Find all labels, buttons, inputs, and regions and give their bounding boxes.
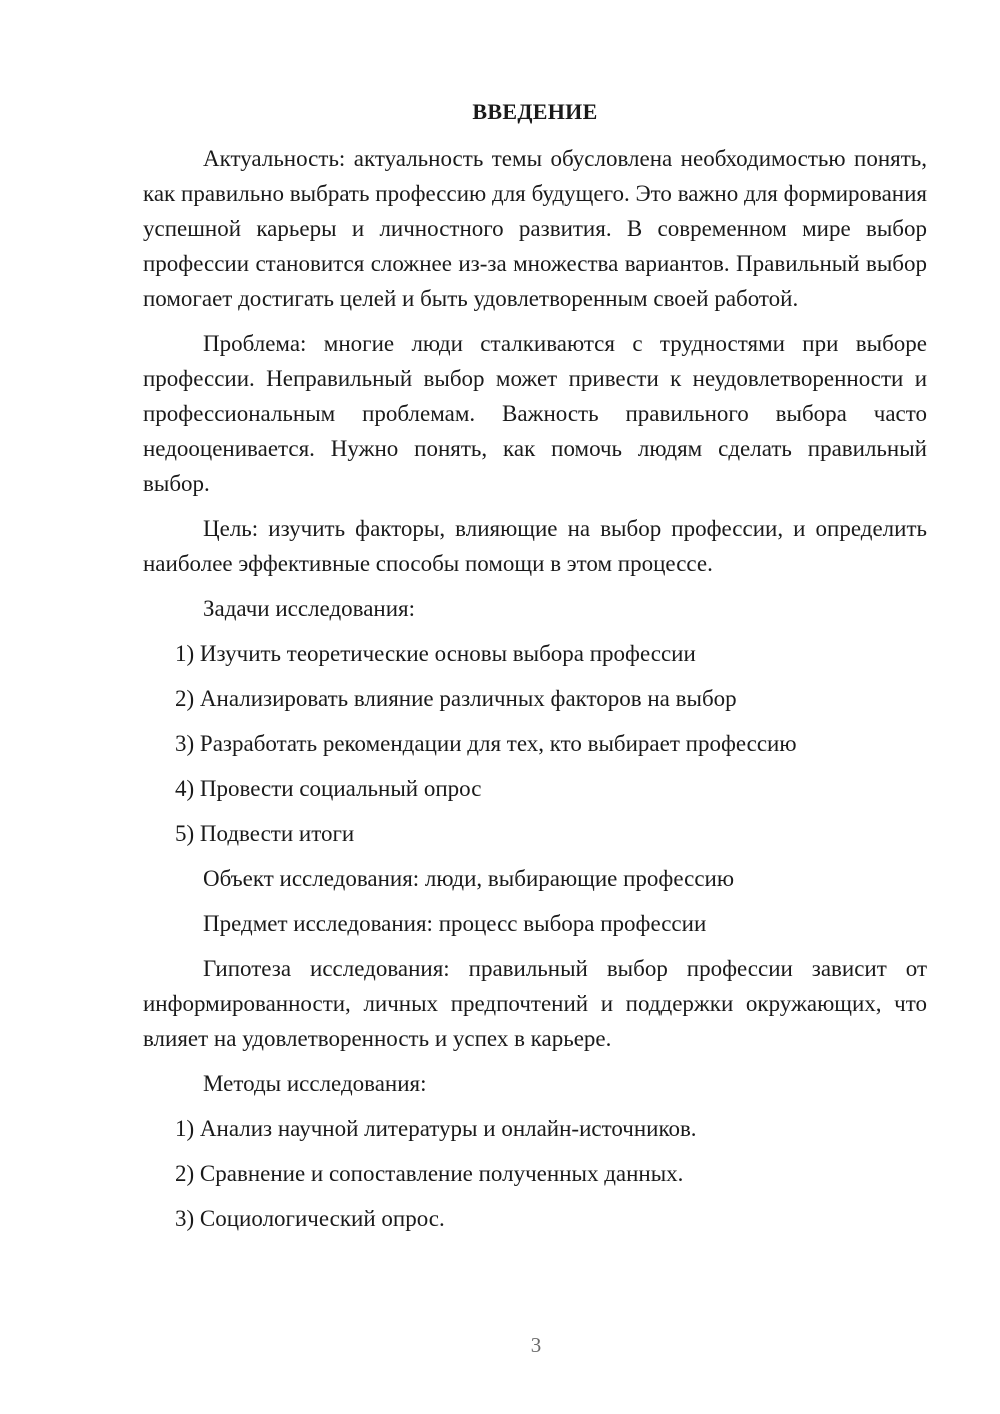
task-item-4: 4) Провести социальный опрос: [175, 776, 482, 801]
method-item-2: 2) Сравнение и сопоставление полученных данных.: [175, 1161, 684, 1186]
task-item-1: 1) Изучить теоретические основы выбора профессии: [175, 641, 696, 666]
method-item-3: 3) Социологический опрос.: [175, 1206, 445, 1231]
task-item-2: 2) Анализировать влияние различных факторов на выбор: [175, 686, 737, 711]
page-content: [143, 94, 927, 1246]
subject-paragraph: Предмет исследования: процесс выбора профессии: [203, 911, 707, 936]
goal-paragraph: Цель: изучить факторы, влияющие на выбор профессии, и определить наиболее эффективные способы помощи в этом процессе.: [143, 516, 927, 576]
page-number: 3: [530, 1333, 542, 1357]
relevance-paragraph: Актуальность: актуальность темы обусловлена необходимостью понять, как правильно выбрать профессию для будущего. Это важно для формирования успешной карьеры и личностного развития. В современном мире выбор профессии становится сложнее из-за множества вариантов. Правильный выбор помогает достигать целей и быть удовлетворенным своей работой.: [143, 146, 927, 311]
problem-paragraph: Проблема: многие люди сталкиваются с трудностями при выборе профессии. Неправильный выбор может привести к неудовлетворенности и профессиональным проблемам. Важность правильного выбора часто недооценивается. Нужно понять, как помочь людям сделать правильный выбор.: [143, 331, 927, 496]
section-title: ВВЕДЕНИЕ: [472, 99, 598, 124]
task-item-5: 5) Подвести итоги: [175, 821, 355, 846]
hypothesis-paragraph: Гипотеза исследования: правильный выбор профессии зависит от информированности, личных предпочтений и поддержки окружающих, что влияет на удовлетворенность и успех в карьере.: [143, 956, 927, 1051]
object-paragraph: Объект исследования: люди, выбирающие профессию: [203, 866, 735, 891]
task-item-3: 3) Разработать рекомендации для тех, кто выбирает профессию: [175, 731, 797, 756]
method-item-1: 1) Анализ научной литературы и онлайн-источников.: [175, 1116, 697, 1141]
tasks-heading: Задачи исследования:: [203, 596, 416, 621]
methods-heading: Методы исследования:: [203, 1071, 427, 1096]
